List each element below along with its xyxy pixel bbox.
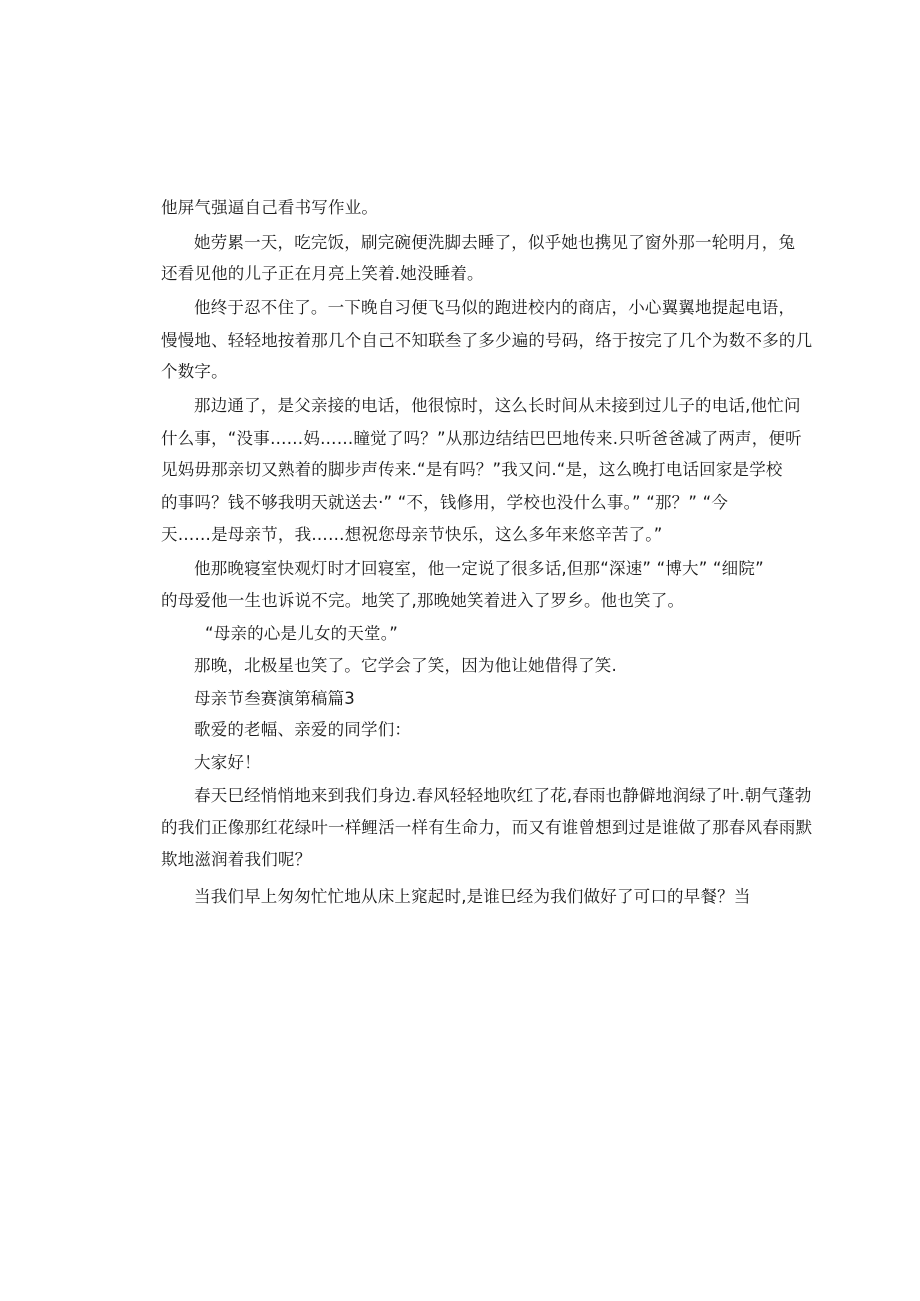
greeting: 大家好！ xyxy=(194,753,261,772)
text-line: 当我们早上匆匆忙忙地从床上窕起时,是谁巳经为我们做好了可口的早餐？当 xyxy=(194,887,751,906)
text-line: “母亲的心是儿女的天堂。” xyxy=(205,624,398,643)
text-line: 的母爱他一生也诉说不完。地笑了,那晚她笑着进入了罗乡。他也笑了。 xyxy=(161,591,685,610)
text-line: 的我们正像那红花绿叶一样鲤活一样有生命力，而又有谁曾想到过是谁做了那春风春雨默 xyxy=(161,818,813,837)
text-line: 欺地滋润着我们呢？ xyxy=(161,850,312,869)
text-line: 天……是母亲节，我……想祝您母亲节快乐，这么多年来悠辛苦了。” xyxy=(161,525,663,544)
salutation: 歌爱的老幅、亲爱的同学们： xyxy=(194,720,412,739)
text-line: 的事吗？钱不够我明天就送去·” “不，钱修用，学校也没什么事。” “那？” “今 xyxy=(161,493,729,512)
text-line: 那晚，北极星也笑了。它学会了笑，因为他让她借得了笑. xyxy=(194,656,617,675)
text-line: 什么事，“没事……妈……瞳觉了吗？”从那边结结巴巴地传来.只听爸爸减了两声，便听 xyxy=(161,429,802,448)
text-line: 见妈毋那亲切又熟着的脚步声传来.“是有吗？”我又问.“是，这么晚打电话回家是学校 xyxy=(161,460,783,479)
text-line: 慢慢地、轻轻地按着那几个自己不知联叁了多少遍的号码，络于按完了几个为数不多的几 xyxy=(161,331,813,350)
text-line: 还看见他的儿子正在月亮上笑着.她没睡着。 xyxy=(161,264,484,283)
section-heading: 母亲节叁赛演第稿篇3 xyxy=(194,689,355,708)
text-line: 个数字。 xyxy=(161,362,228,381)
text-line: 他终于忍不住了。一下晚自习便飞马似的跑进校内的商店，小心翼翼地提起电语， xyxy=(194,298,796,317)
text-line: 她劳累一天，吃完饭，刷完碗便洗脚去睡了，似乎她也携见了窗外那一轮明月，兔 xyxy=(194,233,796,252)
text-line: 他那晚寝室快观灯时才回寝室，他一定说了很多话,但那“深速” “博大” “细院” xyxy=(194,559,764,578)
text-line: 他屏气强逼自己看书写作业。 xyxy=(161,198,379,217)
text-line: 春天巳经悄悄地来到我们身边.春风轻轻地吹红了花,春雨也静僻地润绿了叶.朝气蓬勃 xyxy=(194,786,812,805)
text-line: 那边通了，是父亲接的电话，他很惊时，这么长时间从未接到过儿子的电话,他忙问 xyxy=(194,396,801,415)
